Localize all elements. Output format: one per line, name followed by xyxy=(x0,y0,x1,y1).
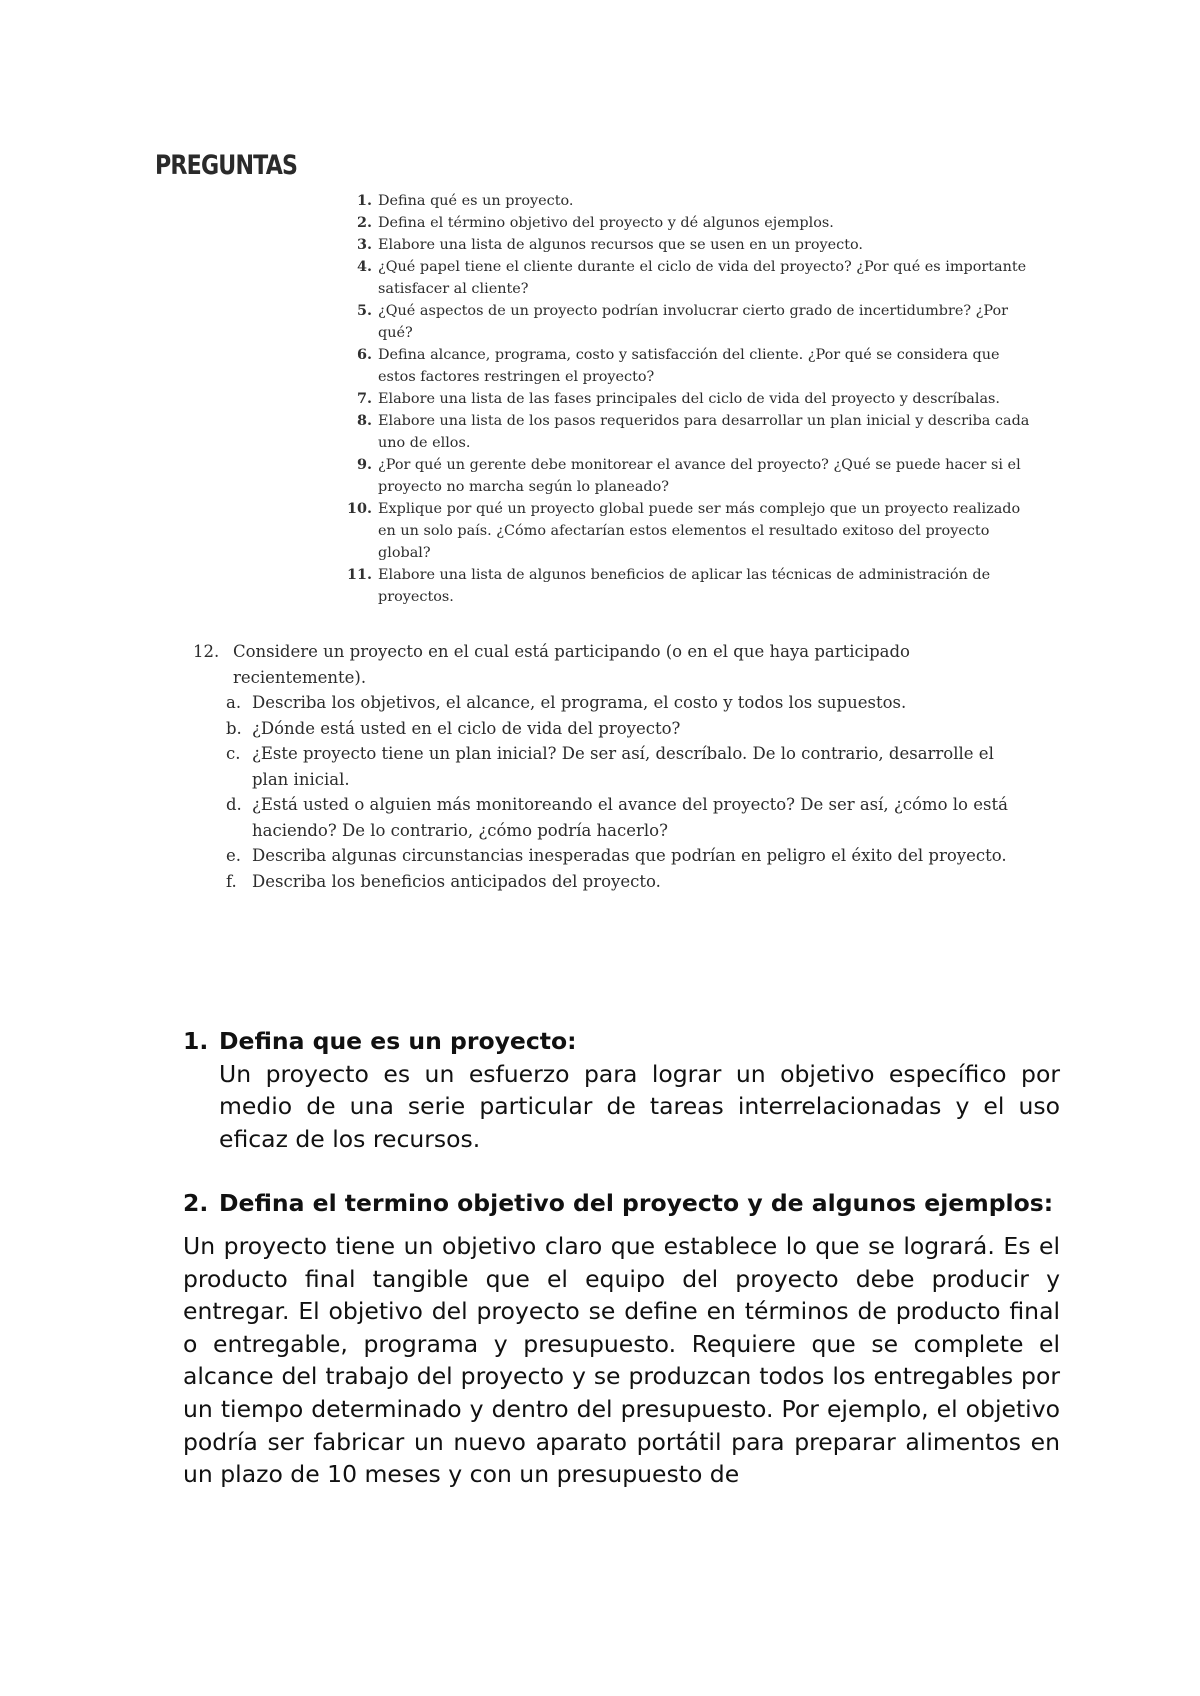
question-number: 5. xyxy=(356,302,372,319)
subquestion-letter: f. xyxy=(226,871,237,891)
question-text: Elabore una lista de las fases principales del ciclo de vida del proyecto y descríbalas. xyxy=(378,391,1001,407)
question-item xyxy=(340,410,1040,454)
subquestion-item xyxy=(226,869,1013,895)
subquestion-letter: b. xyxy=(226,718,242,738)
subquestion-letter: e. xyxy=(226,846,242,865)
question-text: ¿Qué papel tiene el cliente durante el ciclo de vida del proyecto? ¿Por qué es importante satisfacer al cliente? xyxy=(378,259,1027,297)
subquestion-item xyxy=(226,716,1013,742)
question-item xyxy=(340,256,1040,300)
question-item xyxy=(340,498,1040,564)
question-text: Defina qué es un proyecto. xyxy=(378,193,574,209)
question-item xyxy=(340,190,1040,212)
subquestion-letter: a. xyxy=(226,693,242,712)
subquestion-item xyxy=(226,741,1013,792)
question-text: Elabore una lista de los pasos requeridos para desarrollar un plan inicial y describa cada uno de ellos. xyxy=(378,413,1030,451)
question-text: Defina el término objetivo del proyecto y dé algunos ejemplos. xyxy=(378,215,834,231)
question-number: 2. xyxy=(356,214,372,231)
question-number: 7. xyxy=(356,390,372,407)
answers-section xyxy=(183,1025,1060,1491)
question-item xyxy=(340,344,1040,388)
question-item xyxy=(340,564,1040,608)
question-number: 3. xyxy=(356,236,372,253)
answer-body xyxy=(219,1025,1060,1155)
question-item xyxy=(340,454,1040,498)
question-item xyxy=(340,388,1040,410)
question-text: ¿Por qué un gerente debe monitorear el avance del proyecto? ¿Qué se puede hacer si el proyecto no marcha según lo planeado? xyxy=(378,457,1021,495)
subquestion-item xyxy=(226,843,1013,869)
answer-body xyxy=(219,1187,1060,1220)
answer-number: 2. xyxy=(183,1189,209,1218)
question-text: Explique por qué un proyecto global puede ser más complejo que un proyecto realizado en un solo país. ¿Cómo afectarían estos elementos el resultado exitoso del proyecto global? xyxy=(378,501,1021,561)
subquestion-text: Describa los beneficios anticipados del proyecto. xyxy=(252,871,661,891)
subquestion-text: ¿Este proyecto tiene un plan inicial? De ser así, descríbalo. De lo contrario, desarrolle el plan inicial. xyxy=(252,744,994,789)
question-number: 1. xyxy=(356,192,372,209)
subquestion-text: Describa algunas circunstancias inesperadas que podrían en peligro el éxito del proyecto. xyxy=(252,846,1007,865)
answer-number: 1. xyxy=(183,1027,209,1055)
subquestion-text: Describa los objetivos, el alcance, el programa, el costo y todos los supuestos. xyxy=(252,693,907,712)
answer-title: Defina el termino objetivo del proyecto y de algunos ejemplos: xyxy=(219,1189,1054,1218)
answer-text: Un proyecto es un esfuerzo para lograr un objetivo específico por medio de una serie particular de tareas interrelacionadas y el uso eficaz de los recursos. xyxy=(219,1059,1060,1153)
question-text: ¿Qué aspectos de un proyecto podrían involucrar cierto grado de incertidumbre? ¿Por qué? xyxy=(378,303,1009,341)
answer-item xyxy=(183,1025,1060,1155)
questions-heading: PREGUNTAS xyxy=(155,150,298,181)
question-number: 10. xyxy=(346,500,372,517)
subquestion-item xyxy=(226,792,1013,843)
spacer xyxy=(183,1155,1060,1187)
question-item xyxy=(340,300,1040,344)
answer-title: Defina que es un proyecto: xyxy=(219,1027,577,1055)
subquestion-letter: d. xyxy=(226,795,242,814)
question-number: 4. xyxy=(356,258,372,275)
question-number: 8. xyxy=(356,412,372,429)
question-text: Elabore una lista de algunos recursos que se usen en un proyecto. xyxy=(378,237,863,253)
question-12 xyxy=(193,639,1013,894)
subquestion-letter: c. xyxy=(226,744,241,763)
question-text: Elabore una lista de algunos beneficios de aplicar las técnicas de administración de proyectos. xyxy=(378,567,991,605)
question-text: Defina alcance, programa, costo y satisfacción del cliente. ¿Por qué se considera que estos factores restringen el proyecto? xyxy=(378,347,1000,385)
subquestion-text: ¿Está usted o alguien más monitoreando el avance del proyecto? De ser así, ¿cómo lo está haciendo? De lo contrario, ¿cómo podría hacerlo? xyxy=(252,795,1008,840)
subquestion-text: ¿Dónde está usted en el ciclo de vida del proyecto? xyxy=(252,718,681,738)
question-12-subitems xyxy=(226,690,1013,894)
question-text: Considere un proyecto en el cual está participando (o en el que haya participado recientemente). xyxy=(233,642,910,687)
question-number: 9. xyxy=(356,456,372,473)
subquestion-item xyxy=(226,690,1013,716)
answer-paragraph: Un proyecto tiene un objetivo claro que establece lo que se logrará. Es el producto final tangible que el equipo del proyecto debe producir y entregar. El objetivo del proyecto se define en términos de producto final o entregable, programa y presupuesto. Requiere que se complete el alcance del trabajo del proyecto y se produzcan todos los entregables por un tiempo determinado y dentro del presupuesto. Por ejemplo, el objetivo podría ser fabricar un nuevo aparato portátil para preparar alimentos en un plazo de 10 meses y con un presupuesto de xyxy=(183,1231,1060,1489)
question-number: 12. xyxy=(193,642,220,661)
question-number: 6. xyxy=(356,346,372,363)
question-item xyxy=(340,234,1040,256)
question-item xyxy=(340,212,1040,234)
answer-item xyxy=(183,1187,1060,1220)
questions-list xyxy=(340,190,1040,608)
question-number: 11. xyxy=(346,566,372,583)
question-12-header xyxy=(193,639,1013,690)
